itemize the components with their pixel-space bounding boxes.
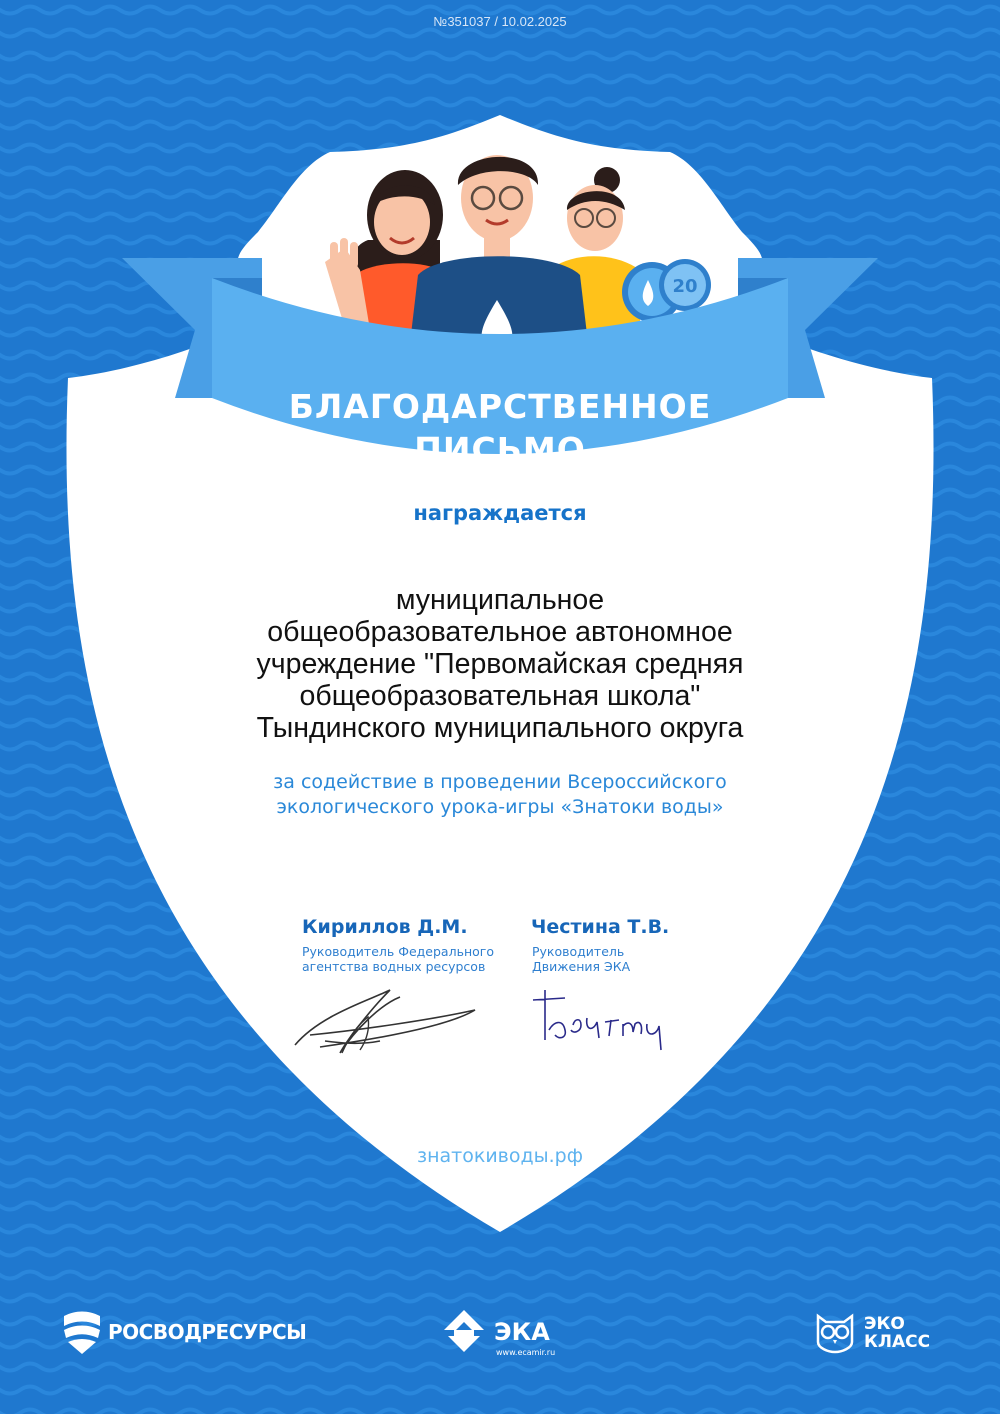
ekoklass-line: ЭКО — [864, 1314, 905, 1334]
award-reason — [200, 770, 800, 820]
recipient-line: учреждение "Первомайская средняя — [256, 648, 744, 680]
recipient-line: общеобразовательная школа" — [299, 680, 701, 712]
certificate-title-line1: БЛАГОДАРСТВЕННОЕ — [288, 387, 712, 426]
reason-line: экологического урока-игры «Знатоки воды» — [276, 796, 724, 818]
coin-label: 20 — [672, 276, 698, 297]
owl-logo-icon — [812, 1308, 858, 1354]
role-line: Движения ЭКА — [532, 959, 631, 974]
website-link[interactable]: знатокиводы.рф — [417, 1145, 583, 1167]
recipient-line: Тындинского муниципального округа — [256, 712, 744, 744]
rosvodresursy-logo-icon — [62, 1310, 102, 1354]
role-line: Руководитель Федерального — [302, 944, 494, 959]
recipient-name — [180, 584, 820, 744]
eka-logo-url: www.ecamir.ru — [496, 1348, 556, 1357]
eka-logo-icon — [442, 1308, 486, 1356]
signatory-role-kirillov — [302, 944, 494, 974]
signature-chestina — [525, 980, 675, 1060]
signatory-name-chestina: Честина Т.В. — [531, 916, 670, 938]
ekoklass-line: КЛАСС — [864, 1332, 931, 1352]
rosvodresursy-logo-text: РОСВОДРЕСУРСЫ — [108, 1320, 307, 1344]
recipient-line: муниципальное — [395, 584, 605, 616]
certificate-title-line2: ПИСЬМО — [414, 430, 586, 469]
document-number: №351037 / 10.02.2025 — [433, 14, 567, 29]
eka-logo-text: ЭКА — [494, 1318, 550, 1346]
signature-kirillov — [280, 975, 490, 1065]
ekoklass-logo-text — [864, 1315, 930, 1351]
awarded-label: награждается — [413, 501, 587, 525]
signatory-name-kirillov: Кириллов Д.М. — [302, 916, 468, 938]
recipient-line: общеобразовательное автономное — [267, 616, 733, 648]
reason-line: за содействие в проведении Всероссийского — [273, 771, 727, 793]
role-line: агентства водных ресурсов — [302, 959, 486, 974]
signatory-role-chestina — [532, 944, 630, 974]
role-line: Руководитель — [532, 944, 625, 959]
